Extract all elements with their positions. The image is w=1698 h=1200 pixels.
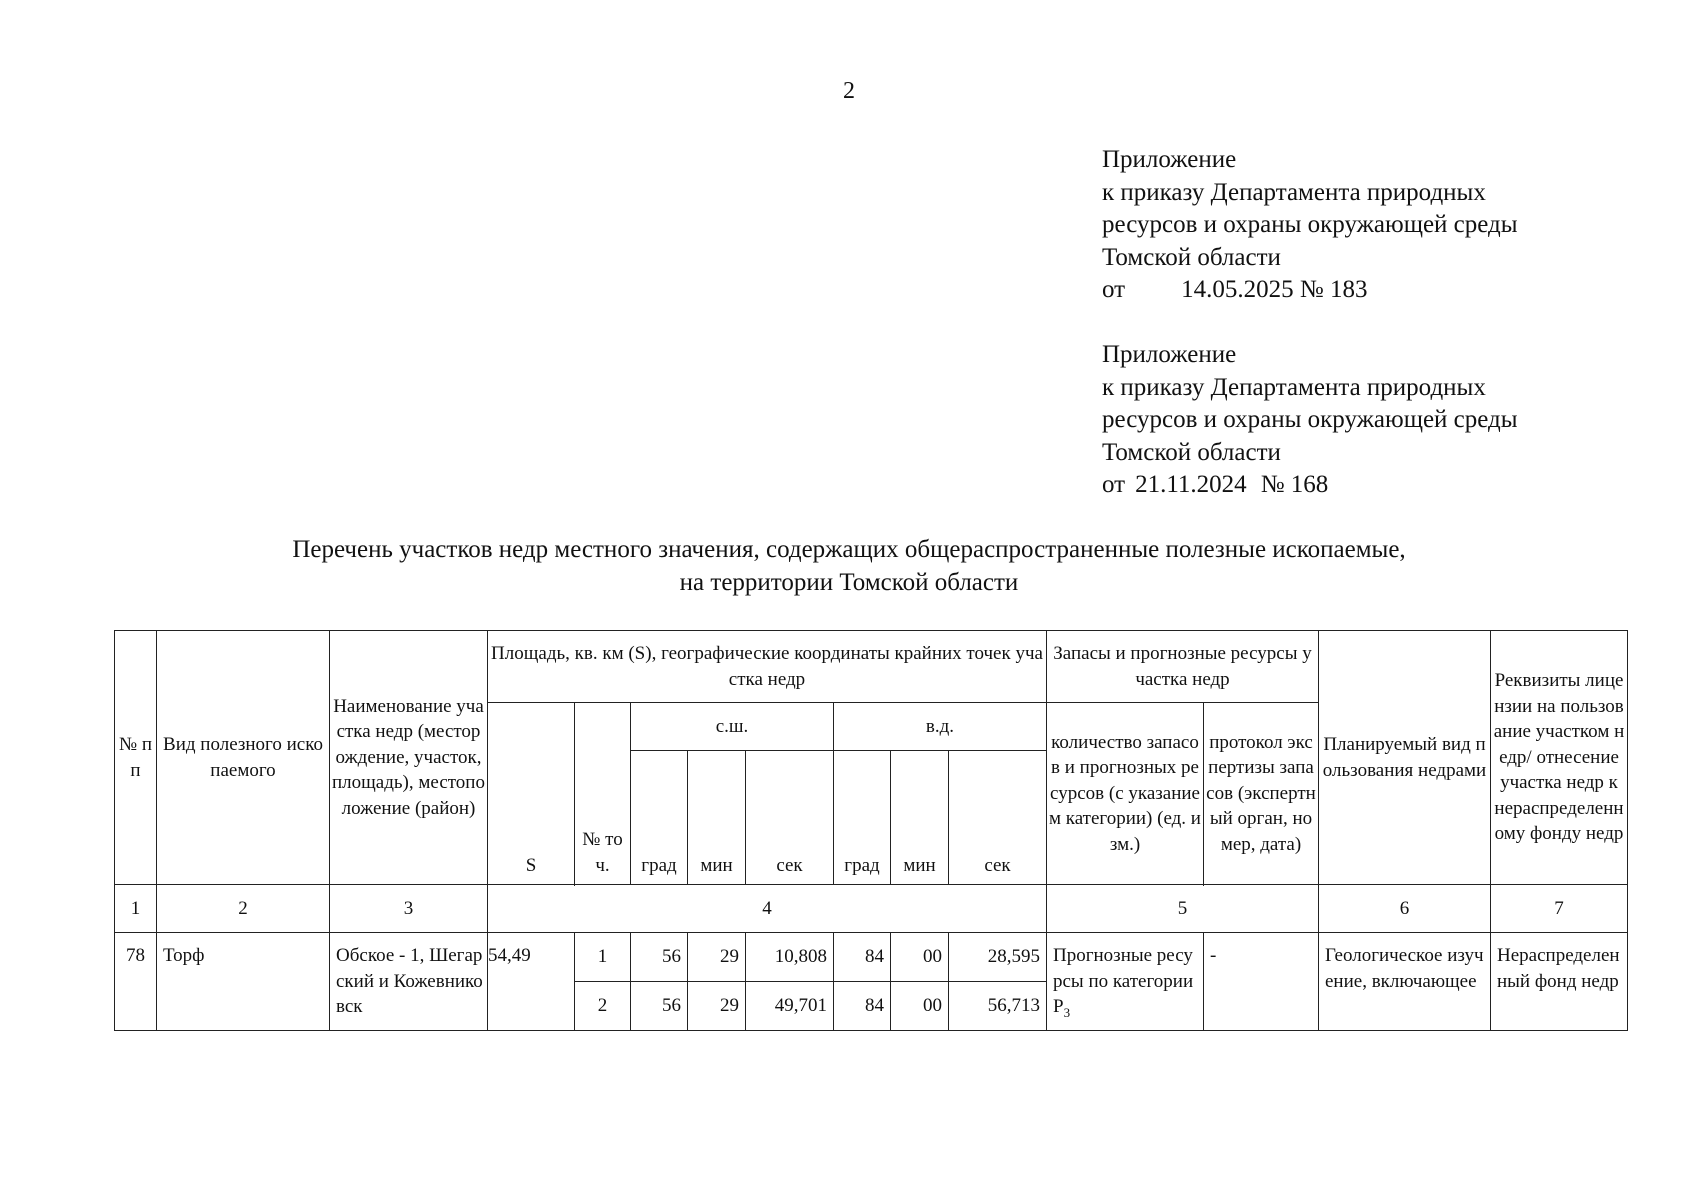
appendix-title: Приложение bbox=[1102, 146, 1237, 173]
point-lat-min: 29 bbox=[688, 982, 746, 1031]
column-number: 7 bbox=[1491, 885, 1628, 933]
appendix-line: ресурсов и охраны окружающей среды bbox=[1102, 406, 1518, 433]
point-lon-min: 00 bbox=[891, 933, 949, 982]
column-number: 2 bbox=[157, 885, 330, 933]
header-lon: в.д. bbox=[834, 703, 1047, 751]
appendix-line: к приказу Департамента природных bbox=[1102, 373, 1486, 401]
appendix-line: ресурсов и охраны окружающей среды bbox=[1102, 211, 1518, 238]
row-site-name: Обское - 1, Шегарский и Кожевниковск bbox=[330, 933, 488, 1031]
header-point-no: № точ. bbox=[575, 703, 631, 885]
document-title-line: на территории Томской области bbox=[679, 568, 1019, 596]
header-lon-min: мин bbox=[891, 751, 949, 885]
document-title bbox=[0, 534, 1698, 599]
header-reserves: Запасы и прогнозные ресурсы участка недр bbox=[1047, 631, 1319, 703]
appendix-title: Приложение bbox=[1102, 341, 1237, 368]
header-site-name: Наименование участка недр (месторождение, участок, площадь), местоположение (район) bbox=[330, 631, 488, 885]
appendix-line: Томской области bbox=[1102, 243, 1281, 271]
header-lat-sec: сек bbox=[746, 751, 834, 885]
column-number: 5 bbox=[1047, 885, 1319, 933]
point-lat-deg: 56 bbox=[631, 982, 688, 1031]
order-number: № 168 bbox=[1260, 471, 1329, 498]
header-lat-deg: град bbox=[631, 751, 688, 885]
column-number-row bbox=[115, 885, 1628, 933]
header-reserves-protocol: протокол экспертизы запасов (экспертный орган, номер, дата) bbox=[1204, 703, 1319, 885]
from-label: от bbox=[1102, 471, 1126, 498]
appendix-line: к приказу Департамента природных bbox=[1102, 178, 1486, 206]
point-lat-deg: 56 bbox=[631, 933, 688, 982]
reserves-qty-text: Прогнозные ресурсы по категории P bbox=[1053, 945, 1194, 1017]
appendix-date-line bbox=[1102, 274, 1662, 307]
header-lon-sec: сек bbox=[949, 751, 1047, 885]
header-row bbox=[115, 631, 1628, 703]
appendix-line: Томской области bbox=[1102, 438, 1281, 466]
page-number: 2 bbox=[843, 78, 855, 104]
row-planned-use: Геологическое изучение, включающее bbox=[1319, 933, 1491, 1031]
reserves-category-subscript: 3 bbox=[1063, 1004, 1071, 1020]
row-num: 78 bbox=[115, 933, 157, 1031]
order-date: 14.05.2025 bbox=[1181, 276, 1294, 303]
appendix-current bbox=[1102, 144, 1662, 307]
document-title-line: Перечень участков недр местного значения, содержащих общераспространенные полезные ископаемые, bbox=[292, 536, 1406, 563]
header-planned-use: Планируемый вид пользования недрами bbox=[1319, 631, 1491, 885]
row-mineral-type: Торф bbox=[157, 933, 330, 1031]
column-number: 4 bbox=[488, 885, 1047, 933]
point-lon-deg: 84 bbox=[834, 982, 891, 1031]
header-area-coords: Площадь, кв. км (S), географические координаты крайних точек участка недр bbox=[488, 631, 1047, 703]
order-date: 21.11.2024 bbox=[1135, 471, 1247, 498]
point-lat-min: 29 bbox=[688, 933, 746, 982]
point-lon-min: 00 bbox=[891, 982, 949, 1031]
point-lat-sec: 49,701 bbox=[746, 982, 834, 1031]
appendix-previous bbox=[1102, 339, 1662, 502]
header-s: S bbox=[488, 703, 575, 885]
row-reserves-protocol: - bbox=[1204, 933, 1319, 1031]
column-number: 6 bbox=[1319, 885, 1491, 933]
subsoil-sites-table bbox=[114, 630, 1628, 1031]
row-reserves-qty bbox=[1047, 933, 1204, 1031]
point-lon-sec: 28,595 bbox=[949, 933, 1047, 982]
column-number: 1 bbox=[115, 885, 157, 933]
row-area-s: 54,49 bbox=[488, 933, 575, 1031]
row-license: Нераспределенный фонд недр bbox=[1491, 933, 1628, 1031]
header-license: Реквизиты лицензии на пользование участком недр/ отнесение участка недр к нераспределенному фонду недр bbox=[1491, 631, 1628, 885]
point-lon-sec: 56,713 bbox=[949, 982, 1047, 1031]
header-num: № пп bbox=[115, 631, 157, 885]
column-number: 3 bbox=[330, 885, 488, 933]
point-no: 2 bbox=[575, 982, 631, 1031]
appendix-date-line bbox=[1102, 469, 1662, 502]
table-row bbox=[115, 933, 1628, 982]
header-lon-deg: град bbox=[834, 751, 891, 885]
point-lat-sec: 10,808 bbox=[746, 933, 834, 982]
point-no: 1 bbox=[575, 933, 631, 982]
header-reserves-qty: количество запасов и прогнозных ресурсов (с указанием категории) (ед. изм.) bbox=[1047, 703, 1204, 885]
header-lat: с.ш. bbox=[631, 703, 834, 751]
order-number: № 183 bbox=[1299, 276, 1368, 303]
header-mineral-type: Вид полезного ископаемого bbox=[157, 631, 330, 885]
header-lat-min: мин bbox=[688, 751, 746, 885]
from-label: от bbox=[1102, 276, 1126, 303]
point-lon-deg: 84 bbox=[834, 933, 891, 982]
